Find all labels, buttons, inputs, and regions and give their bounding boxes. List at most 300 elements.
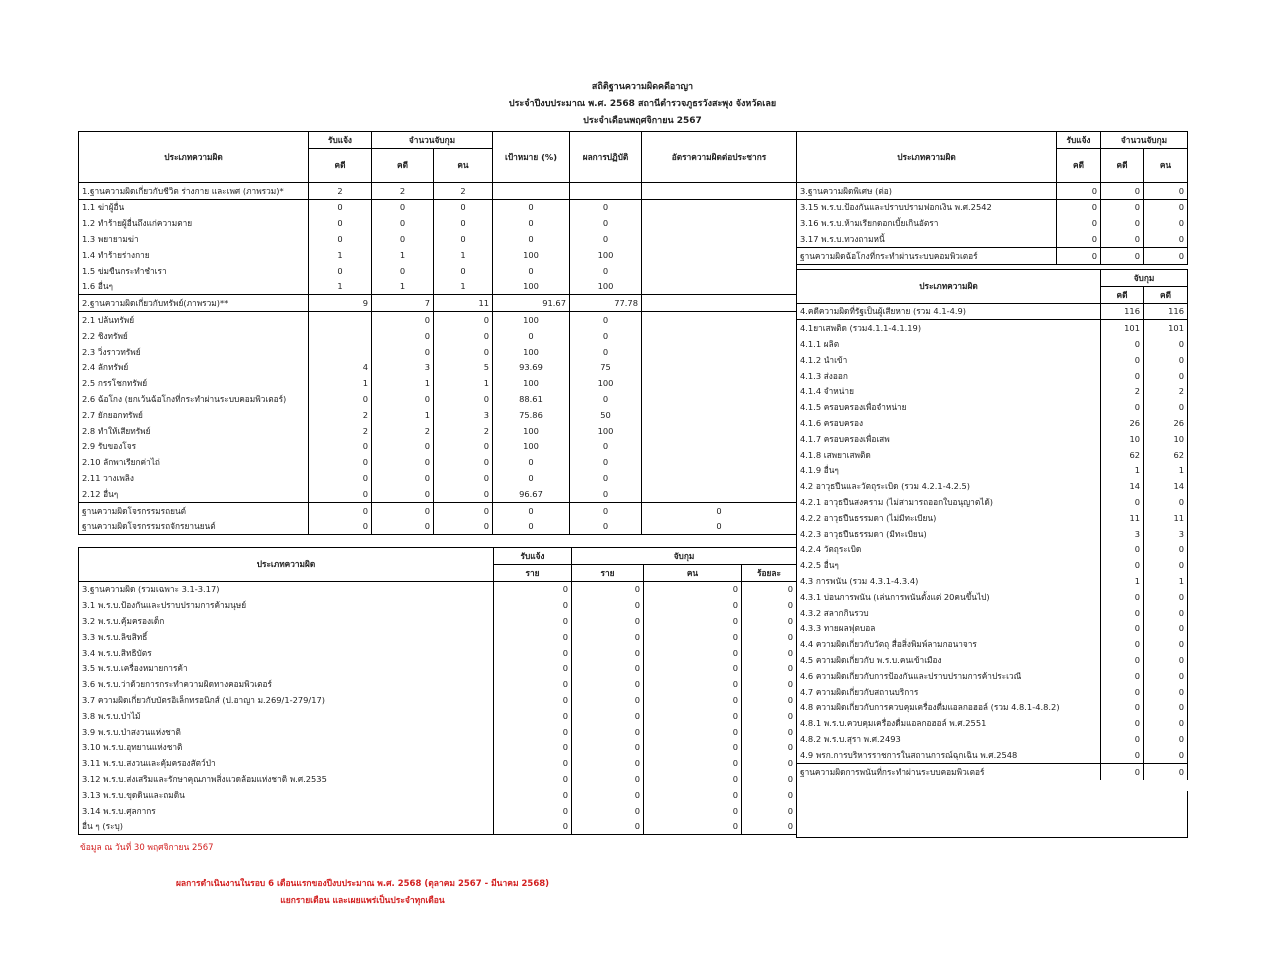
crime-type: 3.9 พ.ร.บ.ป่าสงวนแห่งชาติ — [79, 724, 494, 740]
arrested-cases: 0 — [1101, 199, 1144, 215]
target-percent: 100 — [493, 247, 570, 263]
table-row — [797, 463, 1188, 479]
crime-type: 4.2.5 อื่นๆ — [797, 557, 1101, 573]
arrested-persons: 0 — [1144, 636, 1188, 652]
arrested-persons: 10 — [1144, 431, 1188, 447]
arrested-persons: 0 — [434, 519, 493, 535]
table-row — [797, 636, 1188, 652]
arrested-persons: 0 — [1144, 336, 1188, 352]
crime-type: 2.2 ชิงทรัพย์ — [79, 328, 309, 344]
table-row — [797, 478, 1188, 494]
table-row — [797, 494, 1188, 510]
crime-type: 4.5 ความผิดเกี่ยวกับ พ.ร.บ.คนเข้าเมือง — [797, 652, 1101, 668]
reported-cases: 1 — [309, 375, 372, 391]
arrested-persons: 0 — [644, 692, 742, 708]
rate — [642, 375, 797, 391]
bottom-note-1: ผลการดำเนินงานในรอบ 6 เดือนแรกของปีงบประมาณ พ.ศ. 2568 (ตุลาคม 2567 - มีนาคม 2568) — [175, 879, 550, 889]
table-row — [79, 676, 797, 692]
percent: 0 — [742, 724, 797, 740]
target-percent: 0 — [493, 519, 570, 535]
table-row — [79, 771, 797, 787]
table-row — [797, 384, 1188, 400]
arrested-persons: 0 — [434, 486, 493, 502]
crime-type: 2.10 ลักพาเรียกค่าไถ่ — [79, 454, 309, 470]
percent: 0 — [742, 819, 797, 835]
table-row — [79, 375, 797, 391]
table-row — [79, 182, 797, 199]
arrested-persons: 0 — [1144, 399, 1188, 415]
crime-type: 3.ฐานความผิดพิเศษ (ต่อ) — [797, 182, 1057, 199]
rate — [642, 486, 797, 502]
arrested-cases: 0 — [1101, 684, 1144, 700]
arrested-persons: 3 — [1144, 526, 1188, 542]
arrested-persons: 5 — [434, 360, 493, 376]
arrested-cases: 2 — [372, 423, 434, 439]
crime-type: 3.6 พ.ร.บ.ว่าด้วยการกระทำความผิดทางคอมพิวเตอร์ — [79, 676, 494, 692]
header-unit: ราย — [572, 564, 644, 581]
result-percent: 0 — [570, 328, 642, 344]
table-row — [797, 415, 1188, 431]
header-case: คดี — [1101, 286, 1144, 303]
table-row — [797, 573, 1188, 589]
arrested-cases: 2 — [1101, 384, 1144, 400]
bottom-note-2: แยกรายเดือน และเผยแพร่เป็นประจำทุกเดือน — [280, 896, 445, 906]
reported-cases: 2 — [309, 182, 372, 199]
arrested-persons: 0 — [644, 597, 742, 613]
reported-count: 0 — [494, 724, 572, 740]
crime-type: 4.9 พรก.การบริหารราชการในสถานการณ์ฉุกเฉิน พ.ศ.2548 — [797, 747, 1101, 763]
percent: 0 — [742, 755, 797, 771]
reported-count: 0 — [494, 581, 572, 597]
reported-count: 0 — [494, 787, 572, 803]
table-row — [79, 470, 797, 486]
reported-cases — [309, 344, 372, 360]
result-percent: 0 — [570, 231, 642, 247]
arrested-persons: 0 — [434, 231, 493, 247]
arrested-persons: 0 — [1144, 621, 1188, 637]
table-row — [79, 724, 797, 740]
crime-type: 2.ฐานความผิดเกี่ยวกับทรัพย์(ภาพรวม)** — [79, 295, 309, 312]
arrested-count: 0 — [572, 581, 644, 597]
arrested-persons: 0 — [644, 755, 742, 771]
arrested-persons: 0 — [1144, 352, 1188, 368]
table-row — [797, 303, 1188, 320]
reported-count: 0 — [494, 692, 572, 708]
arrested-cases: 0 — [1101, 636, 1144, 652]
reported-cases: 0 — [309, 391, 372, 407]
arrested-persons: 0 — [434, 439, 493, 455]
arrested-count: 0 — [572, 629, 644, 645]
crime-type: 1.ฐานความผิดเกี่ยวกับชีวิต ร่างกาย และเพศ (ภาพรวม)* — [79, 182, 309, 199]
arrested-persons: 14 — [1144, 478, 1188, 494]
target-percent: 0 — [493, 454, 570, 470]
arrested-cases: 1 — [372, 375, 434, 391]
reported-count: 0 — [494, 629, 572, 645]
reported-cases: 2 — [309, 423, 372, 439]
arrested-cases: 1 — [372, 279, 434, 295]
arrested-cases: 0 — [1101, 700, 1144, 716]
table-row — [797, 320, 1188, 336]
result-percent: 0 — [570, 470, 642, 486]
arrested-count: 0 — [572, 676, 644, 692]
arrested-cases: 26 — [1101, 415, 1144, 431]
arrested-cases: 0 — [372, 263, 434, 279]
header-crime-type: ประเภทความผิด — [797, 132, 1057, 183]
special-crime-table — [78, 547, 797, 835]
target-percent: 0 — [493, 502, 570, 518]
reported-cases — [309, 312, 372, 328]
crime-type: 1.3 พยายามฆ่า — [79, 231, 309, 247]
arrested-cases: 0 — [1101, 231, 1144, 247]
header-person: คน — [434, 148, 493, 182]
table-row — [797, 715, 1188, 731]
arrested-persons: 0 — [644, 661, 742, 677]
percent: 0 — [742, 613, 797, 629]
crime-type: 3.8 พ.ร.บ.ป่าไม้ — [79, 708, 494, 724]
reported-cases: 2 — [309, 407, 372, 423]
arrested-persons: 0 — [644, 803, 742, 819]
target-percent: 100 — [493, 279, 570, 295]
table-row — [79, 247, 797, 263]
result-percent: 100 — [570, 279, 642, 295]
table-row — [79, 803, 797, 819]
table-row — [79, 740, 797, 756]
rate — [642, 182, 797, 199]
crime-type: 2.6 ฉ้อโกง (ยกเว้นฉ้อโกงที่กระทำผ่านระบบคอมพิวเตอร์) — [79, 391, 309, 407]
arrested-cases: 11 — [1101, 510, 1144, 526]
arrested-cases: 1 — [1101, 463, 1144, 479]
crime-type: 4.3.1 บ่อนการพนัน (เล่นการพนันตั้งแต่ 20คนขึ้นไป) — [797, 589, 1101, 605]
table-row — [79, 613, 797, 629]
arrested-persons: 0 — [434, 215, 493, 231]
table-row — [79, 391, 797, 407]
arrested-cases: 0 — [372, 231, 434, 247]
arrested-persons: 0 — [1144, 668, 1188, 684]
arrested-cases: 0 — [372, 199, 434, 215]
arrested-cases: 3 — [372, 360, 434, 376]
crime-type: 4.3.3 ทายผลฟุตบอล — [797, 621, 1101, 637]
crime-type: 4.7 ความผิดเกี่ยวกับสถานบริการ — [797, 684, 1101, 700]
crime-type: 2.11 วางเพลิง — [79, 470, 309, 486]
crime-type: 3.16 พ.ร.บ.ห้ามเรียกดอกเบี้ยเกินอัตรา — [797, 215, 1057, 231]
target-percent: 0 — [493, 263, 570, 279]
crime-type: 3.5 พ.ร.บ.เครื่องหมายการค้า — [79, 661, 494, 677]
arrested-persons: 0 — [644, 613, 742, 629]
result-percent: 0 — [570, 486, 642, 502]
table-row — [79, 328, 797, 344]
arrested-persons: 0 — [644, 724, 742, 740]
header-rate: อัตราความผิดต่อประชากร — [642, 132, 797, 183]
crime-type: 4.1.5 ครอบครองเพื่อจำหน่าย — [797, 399, 1101, 415]
reported-cases: 0 — [309, 263, 372, 279]
arrested-cases: 0 — [1101, 589, 1144, 605]
arrested-cases: 101 — [1101, 320, 1144, 336]
arrested-count: 0 — [572, 645, 644, 661]
rate — [642, 215, 797, 231]
arrested-persons: 0 — [1144, 731, 1188, 747]
arrested-count: 0 — [572, 771, 644, 787]
arrested-count: 0 — [572, 803, 644, 819]
crime-type: 1.1 ฆ่าผู้อื่น — [79, 199, 309, 215]
arrested-cases: 1 — [372, 247, 434, 263]
table-row — [79, 407, 797, 423]
table-row — [79, 263, 797, 279]
crime-type: 4.1.2 นำเข้า — [797, 352, 1101, 368]
arrested-persons: 0 — [1144, 215, 1188, 231]
crime-type: 3.17 พ.ร.บ.ทวงถามหนี้ — [797, 231, 1057, 247]
arrested-persons: 0 — [1144, 368, 1188, 384]
rate — [642, 391, 797, 407]
table-row — [797, 589, 1188, 605]
crime-type: 4.2.2 อาวุธปืนธรรมดา (ไม่มีทะเบียน) — [797, 510, 1101, 526]
crime-type: 3.4 พ.ร.บ.สิทธิบัตร — [79, 645, 494, 661]
arrested-cases: 0 — [1101, 494, 1144, 510]
table-row — [797, 352, 1188, 368]
rate — [642, 407, 797, 423]
arrested-persons: 26 — [1144, 415, 1188, 431]
arrested-cases: 0 — [1101, 399, 1144, 415]
arrested-cases: 0 — [1101, 215, 1144, 231]
arrested-persons: 0 — [1144, 747, 1188, 763]
crime-type: 3.2 พ.ร.บ.คุ้มครองเด็ก — [79, 613, 494, 629]
table-row — [79, 755, 797, 771]
rate — [642, 263, 797, 279]
target-percent: 100 — [493, 423, 570, 439]
crime-type: 2.1 ปล้นทรัพย์ — [79, 312, 309, 328]
crime-type: 2.4 ลักทรัพย์ — [79, 360, 309, 376]
percent: 0 — [742, 661, 797, 677]
result-percent: 0 — [570, 344, 642, 360]
arrested-cases: 0 — [372, 215, 434, 231]
reported-cases — [309, 328, 372, 344]
crime-type: 1.4 ทำร้ายร่างกาย — [79, 247, 309, 263]
reported-count: 0 — [494, 661, 572, 677]
arrested-persons: 0 — [434, 344, 493, 360]
arrested-count: 0 — [572, 692, 644, 708]
arrested-persons: 1 — [434, 279, 493, 295]
arrested-cases: 0 — [1101, 763, 1144, 779]
arrested-persons: 116 — [1144, 303, 1188, 320]
header-person: คน — [644, 564, 742, 581]
arrested-cases: 0 — [1101, 352, 1144, 368]
header-unit: ราย — [494, 564, 572, 581]
table-row — [79, 645, 797, 661]
reported-cases: 0 — [1057, 182, 1101, 199]
arrested-cases: 0 — [1101, 336, 1144, 352]
arrested-cases: 0 — [372, 502, 434, 518]
crime-type: 2.8 ทำให้เสียทรัพย์ — [79, 423, 309, 439]
target-percent: 0 — [493, 328, 570, 344]
target-percent — [493, 182, 570, 199]
arrested-persons: 0 — [644, 708, 742, 724]
reported-cases: 0 — [309, 231, 372, 247]
reported-cases: 0 — [1057, 199, 1101, 215]
percent: 0 — [742, 645, 797, 661]
result-percent: 0 — [570, 199, 642, 215]
arrested-persons: 0 — [434, 502, 493, 518]
result-percent: 0 — [570, 439, 642, 455]
crime-type: 3.1 พ.ร.บ.ป้องกันและปราบปรามการค้ามนุษย์ — [79, 597, 494, 613]
header-percent: ร้อยละ — [742, 564, 797, 581]
target-percent: 0 — [493, 470, 570, 486]
table-row — [797, 605, 1188, 621]
arrested-persons: 0 — [1144, 700, 1188, 716]
percent: 0 — [742, 676, 797, 692]
crime-type: ฐานความผิดการพนันที่กระทำผ่านระบบคอมพิวเตอร์ — [797, 763, 1101, 779]
table-row — [797, 510, 1188, 526]
percent: 0 — [742, 708, 797, 724]
percent: 0 — [742, 740, 797, 756]
table-row — [797, 215, 1188, 231]
reported-count: 0 — [494, 771, 572, 787]
crime-type: 4.2.4 วัตถุระเบิด — [797, 542, 1101, 558]
table-row — [797, 700, 1188, 716]
arrested-persons: 101 — [1144, 320, 1188, 336]
crime-type: 2.3 วิ่งราวทรัพย์ — [79, 344, 309, 360]
rate: 0 — [642, 502, 797, 518]
target-percent: 88.61 — [493, 391, 570, 407]
crime-type: 4.3 การพนัน (รวม 4.3.1-4.3.4) — [797, 573, 1101, 589]
table-row — [79, 360, 797, 376]
header-target: เป้าหมาย (%) — [493, 132, 570, 183]
crime-type: 4.1.3 ส่งออก — [797, 368, 1101, 384]
percent: 0 — [742, 803, 797, 819]
arrested-count: 0 — [572, 740, 644, 756]
rate — [642, 295, 797, 312]
table-row — [797, 199, 1188, 215]
table-row — [79, 787, 797, 803]
table-row — [797, 399, 1188, 415]
reported-cases: 0 — [309, 519, 372, 535]
header-crime-type: ประเภทความผิด — [79, 548, 494, 582]
arrested-cases: 0 — [1101, 247, 1144, 264]
arrested-cases: 0 — [372, 312, 434, 328]
arrested-count: 0 — [572, 819, 644, 835]
crime-type: 3.7 ความผิดเกี่ยวกับบัตรอิเล็กทรอนิกส์ (ป.อาญา ม.269/1-279/17) — [79, 692, 494, 708]
reported-cases: 0 — [1057, 231, 1101, 247]
table-row — [797, 447, 1188, 463]
crime-type: 3.12 พ.ร.บ.ส่งเสริมและรักษาคุณภาพสิ่งแวดล้อมแห่งชาติ พ.ศ.2535 — [79, 771, 494, 787]
table-row — [79, 661, 797, 677]
table-row — [797, 182, 1188, 199]
result-percent: 0 — [570, 263, 642, 279]
result-percent — [570, 182, 642, 199]
table-row — [79, 629, 797, 645]
rate — [642, 470, 797, 486]
crime-type: 4.1.1 ผลิต — [797, 336, 1101, 352]
reported-cases: 1 — [309, 279, 372, 295]
arrested-cases: 0 — [372, 439, 434, 455]
crime-type: 3.13 พ.ร.บ.ขุดดินและถมดิน — [79, 787, 494, 803]
result-percent: 77.78 — [570, 295, 642, 312]
crime-type: 4.6 ความผิดเกี่ยวกับการป้องกันและปราบปรามการค้าประเวณี — [797, 668, 1101, 684]
header-result: ผลการปฏิบัติ — [570, 132, 642, 183]
reported-cases: 0 — [309, 215, 372, 231]
reported-count: 0 — [494, 613, 572, 629]
crime-type: 3.ฐานความผิด (รวมเฉพาะ 3.1-3.17) — [79, 581, 494, 597]
arrested-persons: 0 — [644, 676, 742, 692]
arrested-persons: 0 — [644, 629, 742, 645]
header-reported: รับแจ้ง — [1057, 132, 1101, 149]
crime-type: 4.4 ความผิดเกี่ยวกับวัตถุ สื่อสิ่งพิมพ์ลามกอนาจาร — [797, 636, 1101, 652]
arrested-persons: 0 — [1144, 199, 1188, 215]
crime-type: ฐานความผิดโจรกรรมรถยนต์ — [79, 502, 309, 518]
property-life-crime-table — [78, 131, 797, 535]
table-row — [79, 423, 797, 439]
rate — [642, 199, 797, 215]
arrested-persons: 0 — [644, 645, 742, 661]
reported-cases: 0 — [309, 486, 372, 502]
arrested-count: 0 — [572, 661, 644, 677]
arrested-count: 0 — [572, 613, 644, 629]
table-row — [797, 231, 1188, 247]
crime-type: 3.11 พ.ร.บ.สงวนและคุ้มครองสัตว์ป่า — [79, 755, 494, 771]
percent: 0 — [742, 771, 797, 787]
table-row — [797, 542, 1188, 558]
arrested-persons: 11 — [1144, 510, 1188, 526]
arrested-cases: 1 — [372, 407, 434, 423]
arrested-persons: 2 — [434, 182, 493, 199]
header-arrested: จำนวนจับกุม — [1101, 132, 1188, 149]
table-row — [79, 692, 797, 708]
target-percent: 0 — [493, 231, 570, 247]
reported-count: 0 — [494, 755, 572, 771]
empty-box — [796, 791, 1188, 838]
title-line-1: สถิติฐานความผิดคดีอาญา — [591, 82, 694, 92]
crime-type: 4.2 อาวุธปืนและวัตถุระเบิด (รวม 4.2.1-4.2.5) — [797, 478, 1101, 494]
table-row — [79, 344, 797, 360]
target-percent: 75.86 — [493, 407, 570, 423]
reported-count: 0 — [494, 819, 572, 835]
result-percent: 100 — [570, 375, 642, 391]
header-case: คดี — [1101, 148, 1144, 182]
header-arrested: จับกุม — [572, 548, 797, 565]
header-case: คดี — [1057, 148, 1101, 182]
arrested-cases: 0 — [1101, 542, 1144, 558]
arrested-count: 0 — [572, 597, 644, 613]
arrested-cases: 0 — [1101, 652, 1144, 668]
table-row — [79, 454, 797, 470]
result-percent: 75 — [570, 360, 642, 376]
crime-type: 3.14 พ.ร.บ.ศุลกากร — [79, 803, 494, 819]
table-row — [79, 708, 797, 724]
title-line-3: ประจำเดือนพฤศจิกายน 2567 — [583, 116, 702, 126]
result-percent: 100 — [570, 423, 642, 439]
crime-type: 2.7 ยักยอกทรัพย์ — [79, 407, 309, 423]
reported-cases: 1 — [309, 247, 372, 263]
reported-cases: 0 — [309, 502, 372, 518]
header-arrested: จับกุม — [1101, 270, 1188, 287]
arrested-cases: 14 — [1101, 478, 1144, 494]
header-crime-type: ประเภทความผิด — [79, 132, 309, 183]
percent: 0 — [742, 581, 797, 597]
arrested-cases: 7 — [372, 295, 434, 312]
table-row — [79, 199, 797, 215]
target-percent: 96.67 — [493, 486, 570, 502]
arrested-cases: 2 — [372, 182, 434, 199]
arrested-cases: 0 — [372, 454, 434, 470]
target-percent: 100 — [493, 344, 570, 360]
header-arrested: จำนวนจับกุม — [372, 132, 493, 149]
result-percent: 0 — [570, 312, 642, 328]
header-case: คดี — [1144, 286, 1188, 303]
rate — [642, 231, 797, 247]
data-date-note: ข้อมูล ณ วันที่ 30 พฤศจิกายน 2567 — [80, 843, 214, 853]
reported-cases: 0 — [309, 439, 372, 455]
reported-count: 0 — [494, 803, 572, 819]
arrested-persons: 0 — [434, 391, 493, 407]
crime-type: ฐานความผิดฉ้อโกงที่กระทำผ่านระบบคอมพิวเตอร์ — [797, 247, 1057, 264]
